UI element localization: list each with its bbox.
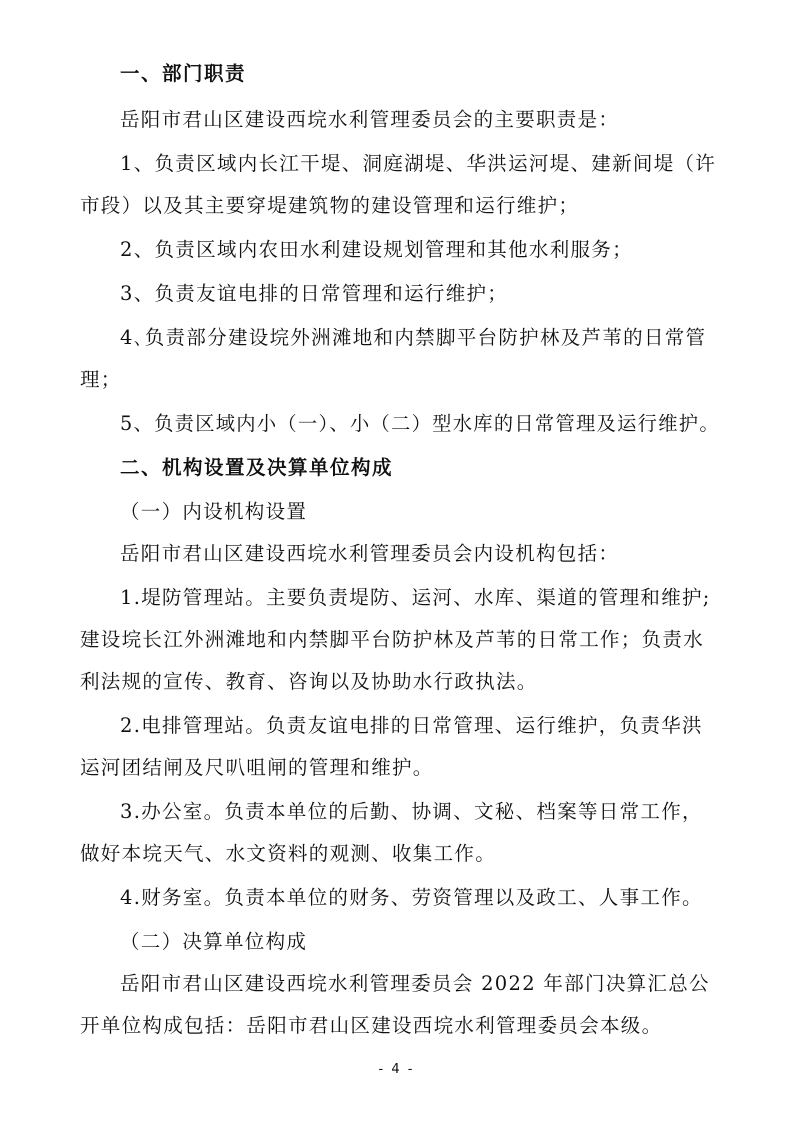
duty-item-4-line-1: 4､负责部分建设垸外洲滩地和内禁脚平台防护林及芦苇的日常管: [120, 326, 707, 349]
accounting-units-line-1: 岳阳市君山区建设西垸水利管理委员会 2022 年部门决算汇总公: [120, 972, 710, 995]
duty-item-2: 2、负责区域内农田水利建设规划管理和其他水利服务；: [120, 238, 633, 261]
section-heading-duties: 一、部门职责: [120, 62, 247, 85]
duty-item-5: 5、负责区域内小（一）、小（二）型水库的日常管理及运行维护。: [120, 412, 720, 435]
subheading-accounting-units: （二）决算单位构成: [120, 930, 308, 953]
unit-item-3-line-2: 做好本垸天气、水文资料的观测、收集工作。: [80, 842, 497, 865]
unit-item-1-line-2: 建设垸长江外洲滩地和内禁脚平台防护林及芦苇的日常工作；负责水: [80, 628, 705, 651]
accounting-units-line-2: 开单位构成包括：岳阳市君山区建设西垸水利管理委员会本级。: [80, 1014, 663, 1037]
subheading-internal-units: （一）内设机构设置: [120, 500, 308, 523]
unit-item-1-line-3: 利法规的宣传、教育、咨询以及协助水行政执法。: [80, 670, 538, 693]
page-number: - 4 -: [378, 1062, 415, 1077]
duty-item-1-line-2: 市段）以及其主要穿堤建筑物的建设管理和运行维护；: [80, 194, 580, 217]
section-heading-structure: 二、机构设置及决算单位构成: [120, 456, 394, 479]
unit-item-1-line-1: 1.堤防管理站。主要负责堤防、运河、水库、渠道的管理和维护;: [120, 586, 711, 609]
internal-units-intro: 岳阳市君山区建设西垸水利管理委员会内设机构包括：: [120, 542, 620, 565]
duty-item-3: 3、负责友谊电排的日常管理和运行维护；: [120, 282, 509, 305]
unit-item-2-line-2: 运河团结闸及尺叭咀闸的管理和维护。: [80, 756, 434, 779]
unit-item-4: 4.财务室。负责本单位的财务、劳资管理以及政工、人事工作。: [120, 886, 703, 909]
duty-item-1-line-1: 1、负责区域内长江干堤、洞庭湖堤、华洪运河堤、建新间堤（许: [120, 152, 717, 175]
duty-item-4-line-2: 理；: [80, 368, 122, 391]
duties-intro: 岳阳市君山区建设西垸水利管理委员会的主要职责是：: [120, 108, 620, 131]
unit-item-2-line-1: 2.电排管理站。负责友谊电排的日常管理、运行维护，负责华洪: [120, 714, 703, 737]
unit-item-3-line-1: 3.办公室。负责本单位的后勤、协调、文秘、档案等日常工作，: [120, 800, 703, 823]
